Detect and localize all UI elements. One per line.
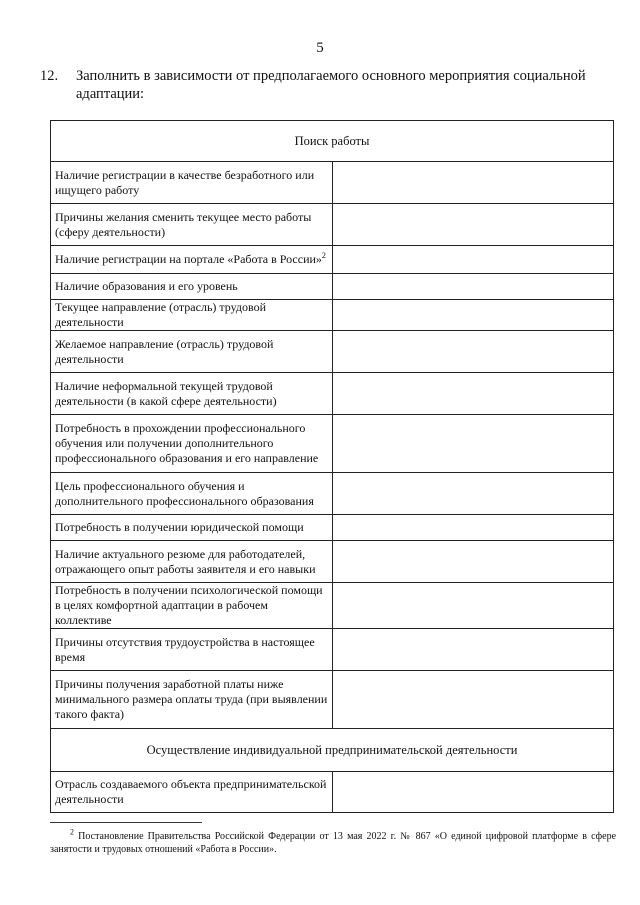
table-row (51, 246, 614, 274)
question-cell: Наличие актуального резюме для работодателей, отражающего опыт работы заявителя и его навыки (51, 541, 333, 583)
answer-cell[interactable] (332, 772, 614, 813)
section-header-row (51, 121, 614, 162)
item-text-line2: адаптации: (76, 86, 145, 102)
question-cell: Желаемое направление (отрасль) трудовой деятельности (51, 331, 333, 373)
table-row (51, 204, 614, 246)
footnote-marker: 2 (70, 827, 74, 837)
footnote (50, 827, 617, 856)
answer-cell[interactable] (332, 629, 614, 671)
social-adaptation-table (50, 120, 614, 813)
table-row (51, 162, 614, 204)
question-cell: Причины отсутствия трудоустройства в настоящее время (51, 629, 333, 671)
question-cell: Текущее направление (отрасль) трудовой деятельности (51, 300, 333, 331)
page-number: 5 (316, 40, 324, 56)
item-number: 12. (40, 68, 59, 84)
answer-cell[interactable] (332, 583, 614, 629)
answer-cell[interactable] (332, 246, 614, 274)
answer-cell[interactable] (332, 274, 614, 300)
footnote-divider (50, 822, 202, 823)
answer-cell[interactable] (332, 541, 614, 583)
question-cell (51, 246, 333, 274)
answer-cell[interactable] (332, 373, 614, 415)
answer-cell[interactable] (332, 415, 614, 473)
question-cell: Наличие неформальной текущей трудовой деятельности (в какой сфере деятельности) (51, 373, 333, 415)
question-cell: Потребность в прохождении профессионального обучения или получении дополнительного профессионального образования и его направление (51, 415, 333, 473)
section-title-job-search: Поиск работы (51, 121, 614, 162)
answer-cell[interactable] (332, 331, 614, 373)
answer-cell[interactable] (332, 671, 614, 729)
table-row (51, 331, 614, 373)
question-cell: Причины желания сменить текущее место работы (сферу деятельности) (51, 204, 333, 246)
table-row (51, 515, 614, 541)
item-text-line1: Заполнить в зависимости от предполагаемого основного мероприятия социальной (76, 68, 586, 84)
question-cell: Потребность в получении психологической помощи в целях комфортной адаптации в рабочем коллективе (51, 583, 333, 629)
answer-cell[interactable] (332, 473, 614, 515)
table-row (51, 274, 614, 300)
section-title-entrepreneurship: Осуществление индивидуальной предпринимательской деятельности (51, 729, 614, 772)
table-row (51, 415, 614, 473)
table-row (51, 473, 614, 515)
section-header-row (51, 729, 614, 772)
table-row (51, 629, 614, 671)
question-cell: Потребность в получении юридической помощи (51, 515, 333, 541)
answer-cell[interactable] (332, 162, 614, 204)
item-heading (40, 67, 620, 103)
table-row (51, 583, 614, 629)
question-cell: Наличие образования и его уровень (51, 274, 333, 300)
question-cell: Причины получения заработной платы ниже минимального размера оплаты труда (при выявлении такого факта) (51, 671, 333, 729)
table-row (51, 772, 614, 813)
answer-cell[interactable] (332, 204, 614, 246)
footnote-reference: 2 (321, 251, 326, 260)
question-cell: Цель профессионального обучения и дополнительного профессионального образования (51, 473, 333, 515)
question-cell: Наличие регистрации в качестве безработного или ищущего работу (51, 162, 333, 204)
answer-cell[interactable] (332, 300, 614, 331)
footnote-text: Постановление Правительства Российской Федерации от 13 мая 2022 г. № 867 «О единой цифровой платформе в сфере занятости и трудовых отношений «Работа в России». (50, 831, 617, 855)
table-row (51, 373, 614, 415)
question-cell: Отрасль создаваемого объекта предпринимательской деятельности (51, 772, 333, 813)
table-row (51, 300, 614, 331)
table-row (51, 541, 614, 583)
table-row (51, 671, 614, 729)
answer-cell[interactable] (332, 515, 614, 541)
question-text: Наличие регистрации на портале «Работа в России» (55, 252, 322, 266)
